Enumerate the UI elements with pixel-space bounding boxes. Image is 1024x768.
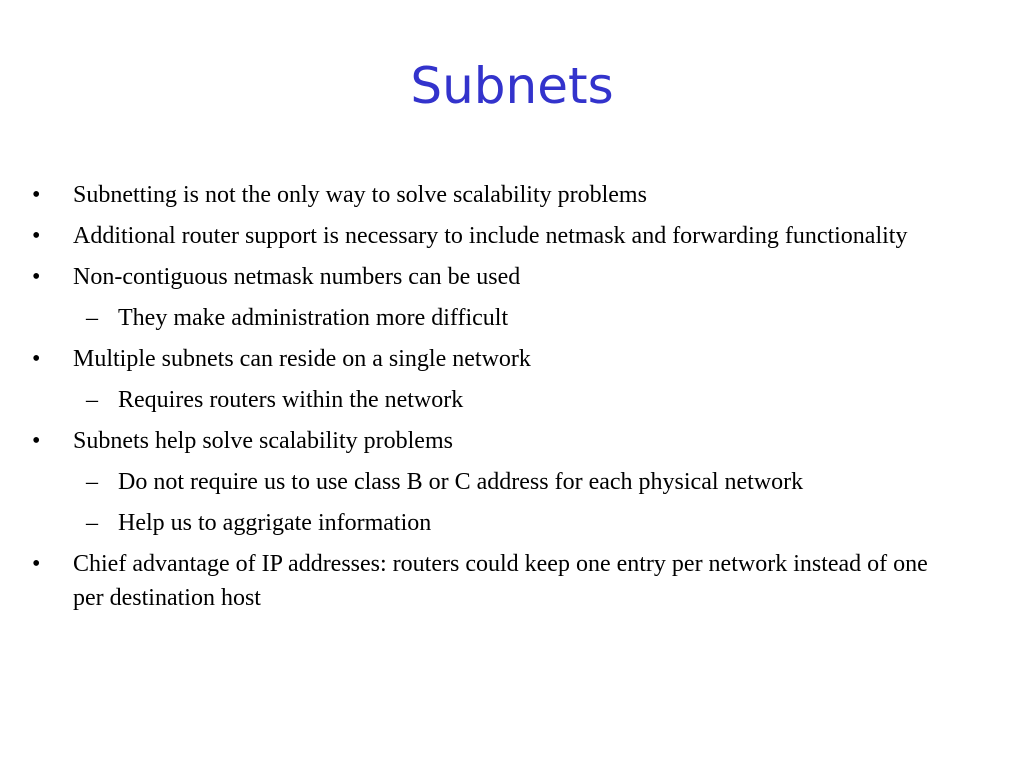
bullet-text: Subnets help solve scalability problems [73, 428, 453, 454]
bullet-item [28, 260, 958, 294]
dash-marker: – [86, 387, 98, 413]
bullet-item [28, 219, 958, 253]
bullet-item [28, 547, 958, 615]
sub-bullet-text: They make administration more difficult [118, 305, 509, 331]
bullet-list [28, 178, 958, 622]
sub-bullet-item [28, 506, 958, 540]
bullet-item [28, 342, 958, 376]
sub-bullet-text: Do not require us to use class B or C address for each physical network [118, 469, 804, 495]
sub-bullet-item [28, 301, 958, 335]
bullet-marker: • [32, 182, 41, 208]
sub-bullet-item [28, 465, 958, 499]
bullet-text: Additional router support is necessary to include netmask and forwarding functionality [73, 223, 908, 249]
slide-title: Subnets [410, 57, 614, 115]
dash-marker: – [86, 510, 98, 536]
bullet-marker: • [32, 551, 41, 577]
bullet-marker: • [32, 428, 41, 454]
sub-bullet-text: Requires routers within the network [118, 387, 464, 413]
bullet-item [28, 424, 958, 458]
bullet-text: Multiple subnets can reside on a single network [73, 346, 531, 372]
bullet-marker: • [32, 223, 41, 249]
bullet-marker: • [32, 264, 41, 290]
bullet-text: Subnetting is not the only way to solve scalability problems [73, 182, 647, 208]
sub-bullet-text: Help us to aggrigate information [118, 510, 432, 536]
bullet-text: Non-contiguous netmask numbers can be used [73, 264, 521, 290]
bullet-marker: • [32, 346, 41, 372]
sub-bullet-item [28, 383, 958, 417]
bullet-item [28, 178, 958, 212]
bullet-text: Chief advantage of IP addresses: routers could keep one entry per network instead of one per destination host [73, 551, 928, 611]
dash-marker: – [86, 305, 98, 331]
dash-marker: – [86, 469, 98, 495]
